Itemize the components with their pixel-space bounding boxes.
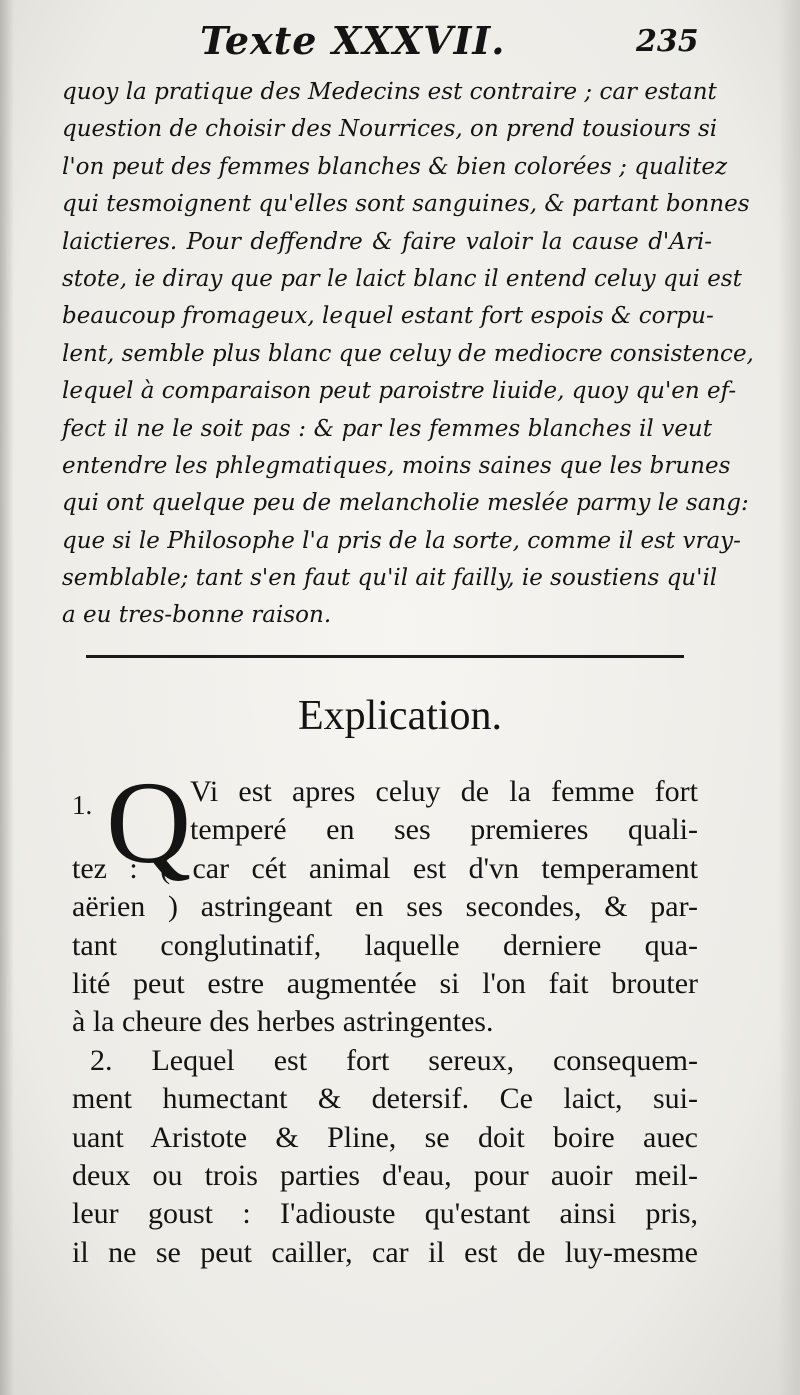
text-line: temperé en ses premieres quali-: [190, 813, 698, 847]
text-line: qui ont quelque peu de melancholie meslée parmy le sang:: [62, 490, 749, 517]
text-line: ment humectant & detersif. Ce laict, sui-: [72, 1082, 698, 1116]
running-head: [0, 14, 800, 74]
item-number: 1.: [72, 790, 93, 820]
drop-cap: Q: [106, 757, 192, 888]
running-head-title: Texte XXXVII.: [200, 18, 506, 63]
text-line: tez : ( car cét animal est d'vn temperament: [72, 851, 698, 885]
text-line: 2. Lequel est fort sereux, consequem-: [90, 1043, 698, 1077]
horizontal-rule: [86, 655, 684, 658]
text-line: il ne se peut cailler, car il est de luy-mesme: [72, 1235, 698, 1269]
text-line: question de choisir des Nourrices, on prend tousiours si: [62, 116, 718, 143]
text-line: tant conglutinatif, laquelle derniere qua-: [72, 928, 698, 962]
text-line: l'on peut des femmes blanches & bien colorées ; qualitez: [62, 153, 728, 180]
text-line: aërien ) astringeant en ses secondes, & par-: [72, 890, 698, 924]
text-line: Vi est apres celuy de la femme fort: [190, 775, 698, 808]
text-line: uant Aristote & Pline, se doit boire auec: [72, 1120, 698, 1154]
text-line: entendre les phlegmatiques, moins saines que les brunes: [62, 452, 731, 479]
text-line: laictieres. Pour deffendre & faire valoir la cause d'Ari-: [62, 228, 712, 255]
explication-text-block: [72, 773, 698, 1272]
text-line: semblable; tant s'en faut qu'il ait failly, ie soustiens qu'il: [62, 565, 718, 592]
text-line: que si le Philosophe l'a pris de la sorte, comme il est vray-: [62, 527, 741, 554]
text-line: leur goust : I'adiouste qu'estant ainsi pris,: [72, 1197, 698, 1231]
text-line-last: à la cheure des herbes astringentes.: [72, 1005, 494, 1039]
section-title: Explication.: [297, 693, 503, 739]
text-line: lequel à comparaison peut paroistre liuide, quoy qu'en ef-: [62, 378, 737, 405]
text-line: qui tesmoignent qu'elles sont sanguines, & partant bonnes: [62, 191, 750, 218]
text-line: lité peut estre augmentée si l'on fait brouter: [72, 966, 698, 1000]
text-line: quoy la pratique des Medecins est contraire ; car estant: [62, 79, 717, 105]
text-line: stote, ie diray que par le laict blanc il entend celuy qui est: [62, 265, 742, 292]
text-line-last: a eu tres-bonne raison.: [62, 602, 332, 629]
text-line: fect il ne le soit pas : & par les femmes blanches il veut: [62, 415, 712, 442]
text-line: lent, semble plus blanc que celuy de mediocre consistence,: [62, 340, 754, 367]
text-line: deux ou trois parties d'eau, pour auoir meil-: [72, 1158, 698, 1192]
italic-text-block: [62, 74, 754, 635]
page-number: 235: [636, 24, 699, 59]
text-line: beaucoup fromageux, lequel estant fort espois & corpu-: [62, 303, 714, 330]
